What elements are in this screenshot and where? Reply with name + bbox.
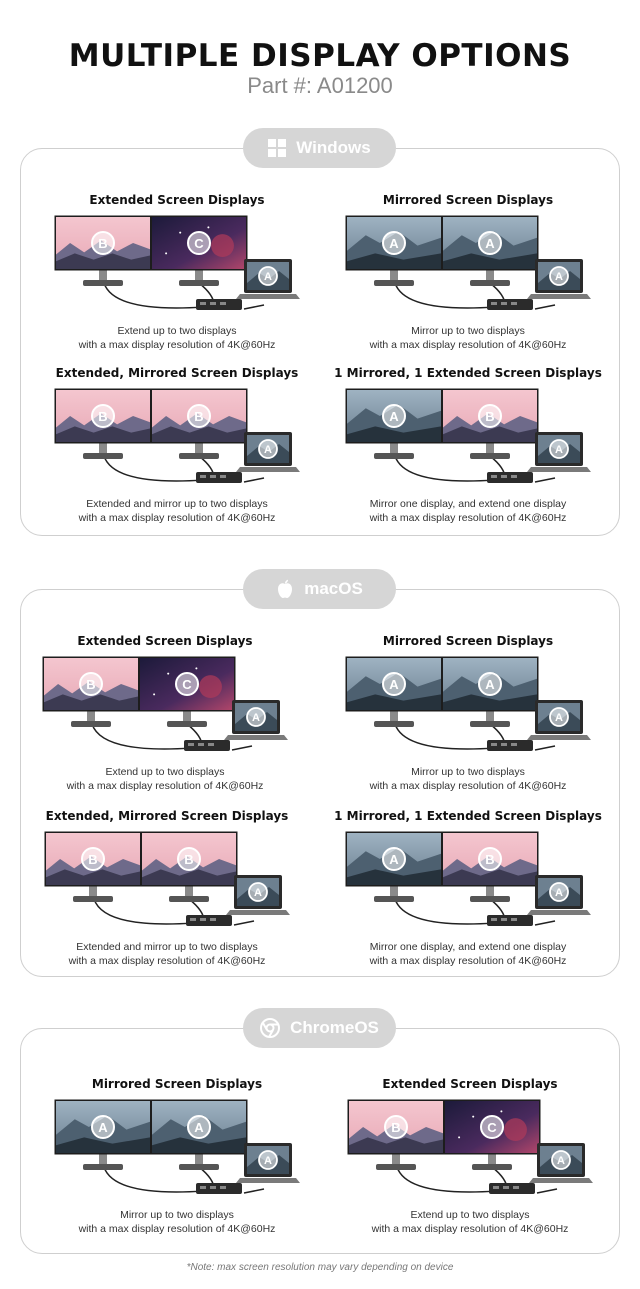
display-setup-illustration bbox=[42, 654, 288, 764]
laptop bbox=[224, 700, 288, 740]
description-line: with a max display resolution of 4K@60Hz bbox=[371, 1223, 569, 1235]
windows-icon bbox=[268, 139, 286, 157]
display-letter: C bbox=[487, 1120, 497, 1135]
windows-label: Windows bbox=[296, 138, 371, 157]
description-line: Mirror up to two displays bbox=[411, 325, 525, 337]
card bbox=[323, 366, 613, 536]
laptop bbox=[527, 875, 591, 915]
display-setup-illustration bbox=[345, 829, 591, 939]
card bbox=[22, 809, 312, 979]
display-letter: A bbox=[389, 409, 399, 424]
card bbox=[32, 366, 322, 536]
description-line: Mirror one display, and extend one display bbox=[369, 941, 567, 953]
display-letter: A bbox=[98, 1120, 108, 1135]
footnote: *Note: max screen resolution may vary depending on device bbox=[186, 1262, 454, 1273]
laptop bbox=[527, 432, 591, 472]
docking-station bbox=[487, 472, 533, 483]
macos-badge bbox=[243, 569, 396, 609]
display-letter: C bbox=[182, 677, 192, 692]
card-description bbox=[32, 324, 322, 352]
description-line: with a max display resolution of 4K@60Hz bbox=[66, 780, 264, 792]
display-letter: A bbox=[557, 1155, 565, 1167]
monitor bbox=[151, 389, 248, 460]
description-line: with a max display resolution of 4K@60Hz bbox=[369, 780, 567, 792]
display-letter: A bbox=[555, 887, 563, 899]
description-line: with a max display resolution of 4K@60Hz bbox=[369, 512, 567, 524]
card-description bbox=[20, 765, 310, 793]
display-letter: A bbox=[194, 1120, 204, 1135]
monitor bbox=[151, 1100, 248, 1171]
card-description bbox=[323, 765, 613, 793]
laptop bbox=[527, 259, 591, 299]
display-letter: A bbox=[555, 271, 563, 283]
monitor bbox=[442, 832, 539, 903]
monitor bbox=[43, 657, 140, 728]
display-letter: A bbox=[555, 712, 563, 724]
laptop bbox=[226, 875, 290, 915]
card-title: Mirrored Screen Displays bbox=[91, 1077, 263, 1091]
display-letter: A bbox=[485, 677, 495, 692]
monitor bbox=[139, 657, 236, 728]
description-line: with a max display resolution of 4K@60Hz bbox=[68, 955, 266, 967]
display-letter: B bbox=[98, 236, 108, 251]
display-setup-illustration bbox=[54, 386, 300, 496]
card bbox=[32, 1077, 322, 1247]
card-title: Extended, Mirrored Screen Displays bbox=[55, 366, 299, 380]
display-setup-illustration bbox=[345, 213, 591, 323]
display-letter: B bbox=[98, 409, 108, 424]
card-description bbox=[323, 497, 613, 525]
card bbox=[323, 809, 613, 979]
docking-station bbox=[487, 740, 533, 751]
card bbox=[20, 634, 310, 804]
display-setup-illustration bbox=[54, 1097, 300, 1207]
chrome-icon bbox=[260, 1018, 280, 1038]
display-setup-illustration bbox=[347, 1097, 593, 1207]
monitor bbox=[442, 657, 539, 728]
docking-station bbox=[487, 915, 533, 926]
display-letter: A bbox=[389, 677, 399, 692]
card-title: 1 Mirrored, 1 Extended Screen Displays bbox=[334, 809, 602, 823]
monitor bbox=[348, 1100, 445, 1171]
display-letter: A bbox=[264, 444, 272, 456]
laptop bbox=[236, 432, 300, 472]
page-title: MULTIPLE DISPLAY OPTIONS bbox=[68, 38, 572, 74]
display-letter: B bbox=[391, 1120, 401, 1135]
display-letter: A bbox=[264, 271, 272, 283]
chromeos-badge bbox=[243, 1008, 396, 1048]
card bbox=[325, 1077, 615, 1247]
card bbox=[323, 193, 613, 363]
card-title: Extended Screen Displays bbox=[89, 193, 265, 207]
display-setup-illustration bbox=[54, 213, 300, 323]
display-letter: A bbox=[252, 712, 260, 724]
display-letter: B bbox=[184, 852, 194, 867]
card-description bbox=[32, 497, 322, 525]
display-letter: B bbox=[485, 409, 495, 424]
display-letter: B bbox=[86, 677, 96, 692]
display-letter: B bbox=[88, 852, 98, 867]
laptop bbox=[529, 1143, 593, 1183]
monitor bbox=[444, 1100, 541, 1171]
display-letter: A bbox=[485, 236, 495, 251]
part-number: Part #: A01200 bbox=[247, 73, 393, 98]
card-description bbox=[323, 940, 613, 968]
windows-badge bbox=[243, 128, 396, 168]
card-description bbox=[22, 940, 312, 968]
display-setup-illustration bbox=[345, 654, 591, 764]
card-description bbox=[323, 324, 613, 352]
card bbox=[323, 634, 613, 804]
description-line: Extend up to two displays bbox=[105, 766, 225, 778]
description-line: with a max display resolution of 4K@60Hz bbox=[369, 339, 567, 351]
monitor bbox=[151, 216, 248, 287]
monitor bbox=[346, 657, 443, 728]
display-letter: A bbox=[555, 444, 563, 456]
description-line: with a max display resolution of 4K@60Hz bbox=[369, 955, 567, 967]
card-title: 1 Mirrored, 1 Extended Screen Displays bbox=[334, 366, 602, 380]
description-line: Extend up to two displays bbox=[410, 1209, 530, 1221]
apple-icon bbox=[276, 579, 294, 599]
card-description bbox=[32, 1208, 322, 1236]
display-letter: B bbox=[485, 852, 495, 867]
description-line: with a max display resolution of 4K@60Hz bbox=[78, 1223, 276, 1235]
display-letter: B bbox=[194, 409, 204, 424]
description-line: Extended and mirror up to two displays bbox=[86, 498, 268, 510]
laptop bbox=[236, 259, 300, 299]
card-title: Extended Screen Displays bbox=[382, 1077, 558, 1091]
docking-station bbox=[196, 299, 242, 310]
docking-station bbox=[196, 472, 242, 483]
monitor bbox=[55, 1100, 152, 1171]
display-setup-illustration bbox=[44, 829, 290, 939]
card-title: Mirrored Screen Displays bbox=[382, 634, 554, 648]
description-line: with a max display resolution of 4K@60Hz bbox=[78, 512, 276, 524]
description-line: Extended and mirror up to two displays bbox=[76, 941, 258, 953]
laptop bbox=[527, 700, 591, 740]
display-letter: A bbox=[254, 887, 262, 899]
macos-label: macOS bbox=[304, 579, 363, 598]
card-description bbox=[325, 1208, 615, 1236]
description-line: with a max display resolution of 4K@60Hz bbox=[78, 339, 276, 351]
description-line: Mirror up to two displays bbox=[120, 1209, 234, 1221]
monitor bbox=[55, 216, 152, 287]
description-line: Mirror one display, and extend one display bbox=[369, 498, 567, 510]
display-letter: A bbox=[389, 236, 399, 251]
chromeos-label: ChromeOS bbox=[290, 1018, 379, 1037]
docking-station bbox=[196, 1183, 242, 1194]
card-title: Extended, Mirrored Screen Displays bbox=[45, 809, 289, 823]
docking-station bbox=[184, 740, 230, 751]
docking-station bbox=[186, 915, 232, 926]
monitor bbox=[346, 216, 443, 287]
card bbox=[32, 193, 322, 363]
display-letter: C bbox=[194, 236, 204, 251]
monitor bbox=[442, 216, 539, 287]
docking-station bbox=[487, 299, 533, 310]
monitor bbox=[346, 832, 443, 903]
description-line: Extend up to two displays bbox=[117, 325, 237, 337]
display-letter: A bbox=[389, 852, 399, 867]
card-title: Extended Screen Displays bbox=[77, 634, 253, 648]
monitor bbox=[45, 832, 142, 903]
monitor bbox=[346, 389, 443, 460]
display-letter: A bbox=[264, 1155, 272, 1167]
display-setup-illustration bbox=[345, 386, 591, 496]
description-line: Mirror up to two displays bbox=[411, 766, 525, 778]
monitor bbox=[442, 389, 539, 460]
laptop bbox=[236, 1143, 300, 1183]
docking-station bbox=[489, 1183, 535, 1194]
card-title: Mirrored Screen Displays bbox=[382, 193, 554, 207]
monitor bbox=[141, 832, 238, 903]
monitor bbox=[55, 389, 152, 460]
